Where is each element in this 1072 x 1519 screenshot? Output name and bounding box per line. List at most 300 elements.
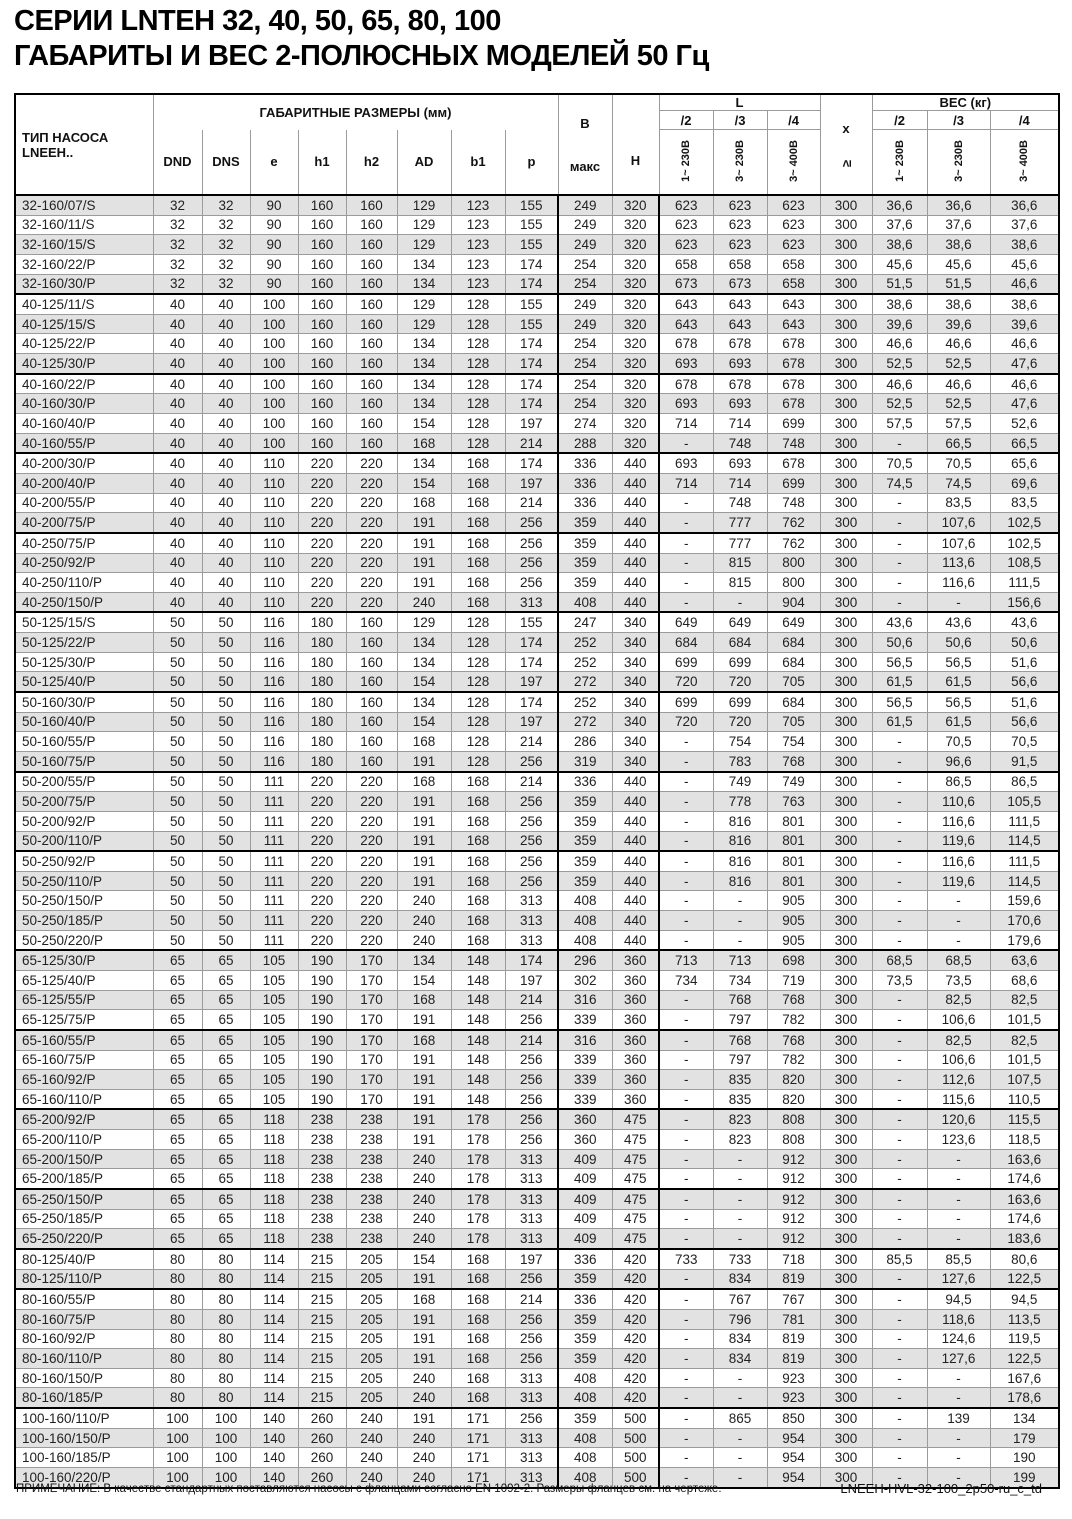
e-cell: 116 (250, 712, 298, 732)
b-max-cell: 336 (558, 772, 612, 792)
e-cell: 90 (250, 195, 298, 215)
ad-cell: 134 (397, 950, 451, 970)
h1-cell: 260 (298, 1468, 346, 1488)
dns-cell: 65 (202, 1030, 250, 1050)
weight-3-cell: - (927, 1229, 990, 1249)
e-cell: 116 (250, 692, 298, 712)
l-4-cell: 658 (767, 254, 820, 274)
dnd-cell: 80 (153, 1269, 202, 1289)
weight-sub-4: /4 (990, 111, 1059, 130)
l-2-cell: - (659, 1109, 713, 1129)
p-cell: 256 (505, 792, 558, 812)
h2-cell: 160 (346, 692, 397, 712)
pump-type-cell: 50-250/150/P (15, 891, 153, 911)
pump-type-cell: 50-200/92/P (15, 811, 153, 831)
l-4-cell: 754 (767, 732, 820, 752)
b-max-cell: 359 (558, 1349, 612, 1369)
l-3-cell: 714 (713, 414, 767, 434)
l-3-cell: 749 (713, 772, 767, 792)
b1-cell: 123 (451, 274, 505, 294)
x-cell: 300 (820, 712, 872, 732)
l-4-cell: 762 (767, 513, 820, 533)
dnd-cell: 100 (153, 1468, 202, 1488)
l-2-cell: 684 (659, 633, 713, 653)
pump-type-cell: 32-160/11/S (15, 215, 153, 235)
l-3-cell: - (713, 1209, 767, 1229)
l-4-cell: 781 (767, 1309, 820, 1329)
l-group-header: L (659, 94, 820, 111)
l-3-cell: - (713, 1189, 767, 1209)
h-cell: 420 (612, 1349, 659, 1369)
table-row (15, 493, 1059, 513)
b1-cell: 123 (451, 254, 505, 274)
pump-type-cell: 80-160/55/P (15, 1289, 153, 1309)
dns-cell: 50 (202, 811, 250, 831)
h1-cell: 220 (298, 453, 346, 473)
b1-cell: 178 (451, 1209, 505, 1229)
l-3-cell: 684 (713, 633, 767, 653)
weight-3-cell: 56,5 (927, 652, 990, 672)
h1-cell: 260 (298, 1408, 346, 1428)
ad-cell: 129 (397, 215, 451, 235)
x-cell: 300 (820, 1030, 872, 1050)
h2-cell: 205 (346, 1269, 397, 1289)
p-cell: 174 (505, 354, 558, 374)
h1-cell: 220 (298, 811, 346, 831)
h2-cell: 160 (346, 254, 397, 274)
b-max-cell: 359 (558, 831, 612, 851)
h-cell: 420 (612, 1249, 659, 1269)
ad-cell: 191 (397, 1070, 451, 1090)
e-cell: 100 (250, 354, 298, 374)
ad-cell: 240 (397, 1189, 451, 1209)
l-3-cell: 834 (713, 1329, 767, 1349)
l-3-cell: 816 (713, 851, 767, 871)
dns-cell: 100 (202, 1428, 250, 1448)
pump-type-cell: 50-200/55/P (15, 772, 153, 792)
h1-cell: 220 (298, 930, 346, 950)
l-2-cell: - (659, 1189, 713, 1209)
h1-cell: 160 (298, 274, 346, 294)
table-row (15, 633, 1059, 653)
h-cell: 440 (612, 533, 659, 553)
table-row (15, 652, 1059, 672)
b-max-cell: 252 (558, 692, 612, 712)
pump-type-cell: 80-160/92/P (15, 1329, 153, 1349)
h-cell: 440 (612, 792, 659, 812)
dnd-cell: 65 (153, 1089, 202, 1109)
x-cell: 300 (820, 592, 872, 612)
x-cell: 300 (820, 1149, 872, 1169)
e-cell: 114 (250, 1249, 298, 1269)
weight-4-cell: 70,5 (990, 732, 1059, 752)
weight-2-cell: 52,5 (872, 394, 927, 414)
l-3-cell: - (713, 1368, 767, 1388)
weight-4-cell: 111,5 (990, 851, 1059, 871)
weight-3-cell: 37,6 (927, 215, 990, 235)
pump-type-cell: 40-125/30/P (15, 354, 153, 374)
b1-cell: 148 (451, 1089, 505, 1109)
b-max-cell: 254 (558, 374, 612, 394)
b-max-cell: 249 (558, 294, 612, 314)
table-row (15, 792, 1059, 812)
dns-cell: 50 (202, 831, 250, 851)
h-cell: 440 (612, 553, 659, 573)
l-3-cell: 693 (713, 354, 767, 374)
e-cell: 118 (250, 1109, 298, 1129)
weight-3-cell: 61,5 (927, 672, 990, 692)
ad-cell: 191 (397, 792, 451, 812)
e-cell: 110 (250, 533, 298, 553)
weight-2-cell: 50,6 (872, 633, 927, 653)
l-4-cell: 719 (767, 970, 820, 990)
spec-table (14, 93, 1060, 1489)
l-sub-2: /2 (659, 111, 713, 130)
dns-cell: 65 (202, 1130, 250, 1150)
h-cell: 440 (612, 891, 659, 911)
l-4-cell: 699 (767, 414, 820, 434)
l-3-cell: 816 (713, 871, 767, 891)
l-2-cell: - (659, 831, 713, 851)
b1-cell: 168 (451, 553, 505, 573)
pump-type-cell: 65-250/185/P (15, 1209, 153, 1229)
x-cell: 300 (820, 633, 872, 653)
l-4-cell: 698 (767, 950, 820, 970)
h1-cell: 260 (298, 1428, 346, 1448)
l-4-cell: 767 (767, 1289, 820, 1309)
b-max-cell: 359 (558, 811, 612, 831)
dns-cell: 50 (202, 672, 250, 692)
ad-cell: 154 (397, 414, 451, 434)
e-cell: 118 (250, 1169, 298, 1189)
h1-cell: 190 (298, 990, 346, 1010)
weight-3-cell: - (927, 592, 990, 612)
b-max-cell: 249 (558, 195, 612, 215)
h1-cell: 215 (298, 1388, 346, 1408)
l-2-cell: - (659, 1050, 713, 1070)
l-4-cell: 808 (767, 1109, 820, 1129)
x-cell: 300 (820, 1189, 872, 1209)
table-row (15, 215, 1059, 235)
l-2-cell: - (659, 1428, 713, 1448)
p-cell: 214 (505, 433, 558, 453)
l-3-cell: 623 (713, 195, 767, 215)
weight-3-cell: - (927, 1428, 990, 1448)
l-4-cell: 800 (767, 553, 820, 573)
h-header: H (612, 94, 659, 195)
b-max-cell: 296 (558, 950, 612, 970)
b1-cell: 178 (451, 1109, 505, 1129)
dns-cell: 65 (202, 1169, 250, 1189)
p-cell: 256 (505, 1309, 558, 1329)
l-4-cell: 718 (767, 1249, 820, 1269)
weight-4-cell: 46,6 (990, 274, 1059, 294)
l-4-cell: 819 (767, 1349, 820, 1369)
x-header (820, 94, 872, 195)
l-2-cell: - (659, 792, 713, 812)
weight-2-cell: 56,5 (872, 692, 927, 712)
l-3-cell: 816 (713, 831, 767, 851)
b1-cell: 168 (451, 772, 505, 792)
b1-cell: 178 (451, 1149, 505, 1169)
x-cell: 300 (820, 772, 872, 792)
weight-4-cell: 82,5 (990, 1030, 1059, 1050)
table-row (15, 592, 1059, 612)
b-max-cell: 339 (558, 1089, 612, 1109)
l-4-cell: 643 (767, 294, 820, 314)
l-3-cell: - (713, 1448, 767, 1468)
p-cell: 256 (505, 573, 558, 593)
e-cell: 116 (250, 732, 298, 752)
l-3-cell: - (713, 1169, 767, 1189)
weight-2-cell: - (872, 831, 927, 851)
dnd-cell: 65 (153, 1109, 202, 1129)
table-row (15, 1070, 1059, 1090)
p-cell: 197 (505, 970, 558, 990)
ad-cell: 191 (397, 1109, 451, 1129)
table-row (15, 314, 1059, 334)
weight-4-cell: 86,5 (990, 772, 1059, 792)
e-cell: 110 (250, 513, 298, 533)
dnd-cell: 40 (153, 573, 202, 593)
weight-3-cell: - (927, 1368, 990, 1388)
b1-cell: 168 (451, 533, 505, 553)
dnd-cell: 80 (153, 1249, 202, 1269)
h1-cell: 160 (298, 235, 346, 255)
l-2-cell: 623 (659, 215, 713, 235)
ad-cell: 240 (397, 1169, 451, 1189)
ad-cell: 191 (397, 1130, 451, 1150)
h-cell: 360 (612, 950, 659, 970)
l-4-cell: 768 (767, 990, 820, 1010)
b1-cell: 168 (451, 871, 505, 891)
h2-cell: 160 (346, 314, 397, 334)
p-cell: 174 (505, 274, 558, 294)
l-4-cell: 768 (767, 1030, 820, 1050)
x-cell: 300 (820, 1089, 872, 1109)
table-row (15, 1149, 1059, 1169)
l-4-cell: 623 (767, 215, 820, 235)
weight-4-cell: 50,6 (990, 633, 1059, 653)
pump-type-cell: 50-250/110/P (15, 871, 153, 891)
h-cell: 475 (612, 1209, 659, 1229)
weight-2-cell: - (872, 592, 927, 612)
b1-cell: 148 (451, 950, 505, 970)
pump-type-cell: 50-250/185/P (15, 911, 153, 931)
e-cell: 105 (250, 1070, 298, 1090)
p-cell: 256 (505, 871, 558, 891)
dnd-cell: 40 (153, 453, 202, 473)
weight-3-cell: 119,6 (927, 871, 990, 891)
h2-cell: 205 (346, 1388, 397, 1408)
l-3-cell: 699 (713, 692, 767, 712)
dns-cell: 80 (202, 1349, 250, 1369)
ad-cell: 168 (397, 990, 451, 1010)
l-4-cell: 819 (767, 1269, 820, 1289)
e-cell: 100 (250, 414, 298, 434)
dnd-cell: 50 (153, 930, 202, 950)
ad-cell: 191 (397, 1269, 451, 1289)
l-2-cell: - (659, 1209, 713, 1229)
weight-2-cell: 37,6 (872, 215, 927, 235)
weight-4-cell: 51,6 (990, 692, 1059, 712)
spec-table-body (15, 195, 1059, 1488)
l-4-cell: 749 (767, 772, 820, 792)
l-4-cell: 808 (767, 1130, 820, 1150)
pump-type-cell: 40-250/92/P (15, 553, 153, 573)
dnd-cell: 40 (153, 334, 202, 354)
l-3-cell: 734 (713, 970, 767, 990)
weight-2-cell: - (872, 1089, 927, 1109)
b-max-cell: 408 (558, 891, 612, 911)
h2-cell: 160 (346, 633, 397, 653)
h-cell: 500 (612, 1448, 659, 1468)
h1-cell: 190 (298, 1030, 346, 1050)
pump-type-cell: 65-200/150/P (15, 1149, 153, 1169)
h1-cell: 160 (298, 354, 346, 374)
b1-cell: 171 (451, 1408, 505, 1428)
weight-3-cell: 115,6 (927, 1089, 990, 1109)
h-cell: 440 (612, 513, 659, 533)
table-row (15, 274, 1059, 294)
x-cell: 300 (820, 891, 872, 911)
h-cell: 340 (612, 751, 659, 771)
weight-3-cell: 52,5 (927, 394, 990, 414)
l-2-cell: - (659, 493, 713, 513)
b-max-cell: 359 (558, 533, 612, 553)
weight-3-cell: 94,5 (927, 1289, 990, 1309)
table-row (15, 254, 1059, 274)
x-cell: 300 (820, 692, 872, 712)
weight-2-cell: - (872, 1209, 927, 1229)
h2-cell: 220 (346, 553, 397, 573)
weight-3-cell: - (927, 930, 990, 950)
e-cell: 100 (250, 294, 298, 314)
p-cell: 256 (505, 1089, 558, 1109)
p-cell: 174 (505, 334, 558, 354)
h-cell: 475 (612, 1189, 659, 1209)
x-cell: 300 (820, 970, 872, 990)
b-max-cell: 408 (558, 592, 612, 612)
weight-sub-3: /3 (927, 111, 990, 130)
l-3-cell: - (713, 1468, 767, 1488)
ad-cell: 154 (397, 1249, 451, 1269)
h2-cell: 240 (346, 1468, 397, 1488)
b1-cell: 128 (451, 374, 505, 394)
dnd-cell: 50 (153, 751, 202, 771)
dnd-cell: 50 (153, 891, 202, 911)
e-cell: 90 (250, 215, 298, 235)
h-cell: 320 (612, 334, 659, 354)
p-cell: 174 (505, 652, 558, 672)
dns-cell: 50 (202, 911, 250, 931)
l-4-cell: 912 (767, 1169, 820, 1189)
table-row (15, 294, 1059, 314)
dns-cell: 65 (202, 1089, 250, 1109)
b-max-cell: 409 (558, 1209, 612, 1229)
e-cell: 100 (250, 394, 298, 414)
b-max-cell: 360 (558, 1109, 612, 1129)
p-cell: 214 (505, 732, 558, 752)
b-max-cell: 359 (558, 1408, 612, 1428)
table-row (15, 414, 1059, 434)
l-2-cell: - (659, 751, 713, 771)
dnd-cell: 50 (153, 851, 202, 871)
weight-4-cell: 105,5 (990, 792, 1059, 812)
l-sub-3: /3 (713, 111, 767, 130)
h2-cell: 220 (346, 891, 397, 911)
dns-cell: 40 (202, 414, 250, 434)
h1-cell: 190 (298, 950, 346, 970)
l-4-cell: 763 (767, 792, 820, 812)
l-3-cell: 714 (713, 473, 767, 493)
p-cell: 197 (505, 712, 558, 732)
dns-cell: 50 (202, 851, 250, 871)
dnd-cell: 65 (153, 1149, 202, 1169)
h-cell: 360 (612, 1050, 659, 1070)
weight-4-cell: 107,5 (990, 1070, 1059, 1090)
b1-cell: 168 (451, 1309, 505, 1329)
l-4-cell: 904 (767, 592, 820, 612)
dns-cell: 40 (202, 573, 250, 593)
l-2-cell: - (659, 1388, 713, 1408)
h-cell: 440 (612, 493, 659, 513)
weight-3-cell: 68,5 (927, 950, 990, 970)
weight-4-cell: 94,5 (990, 1289, 1059, 1309)
weight-3-cell: 127,6 (927, 1269, 990, 1289)
h-cell: 320 (612, 354, 659, 374)
l-2-cell: 693 (659, 394, 713, 414)
h2-cell: 205 (346, 1249, 397, 1269)
l-2-cell: - (659, 1229, 713, 1249)
pump-type-cell: 40-160/40/P (15, 414, 153, 434)
x-cell: 300 (820, 195, 872, 215)
b-max-cell: 286 (558, 732, 612, 752)
dnd-cell: 65 (153, 1169, 202, 1189)
weight-2-cell: - (872, 1030, 927, 1050)
p-cell: 313 (505, 911, 558, 931)
l-4-cell: 912 (767, 1149, 820, 1169)
l-3-cell: 796 (713, 1309, 767, 1329)
e-cell: 140 (250, 1468, 298, 1488)
dnd-cell: 65 (153, 1010, 202, 1030)
weight-3-cell: 45,6 (927, 254, 990, 274)
h-cell: 360 (612, 1070, 659, 1090)
table-row (15, 394, 1059, 414)
b1-cell: 128 (451, 672, 505, 692)
ad-cell: 240 (397, 1368, 451, 1388)
weight-3-cell: 127,6 (927, 1349, 990, 1369)
table-row (15, 871, 1059, 891)
l-4-cell: 748 (767, 433, 820, 453)
weight-4-cell: 43,6 (990, 612, 1059, 632)
h2-cell: 220 (346, 493, 397, 513)
l-4-cell: 748 (767, 493, 820, 513)
weight-4-cell: 179 (990, 1428, 1059, 1448)
p-cell: 313 (505, 1388, 558, 1408)
x-cell: 300 (820, 1388, 872, 1408)
h2-cell: 205 (346, 1329, 397, 1349)
dnd-cell: 50 (153, 772, 202, 792)
page-title (14, 4, 709, 74)
x-cell: 300 (820, 1109, 872, 1129)
x-cell: 300 (820, 811, 872, 831)
e-cell: 100 (250, 433, 298, 453)
weight-3-cell: 116,6 (927, 851, 990, 871)
l-2-cell: - (659, 891, 713, 911)
dns-cell: 32 (202, 274, 250, 294)
weight-4-cell: 190 (990, 1448, 1059, 1468)
